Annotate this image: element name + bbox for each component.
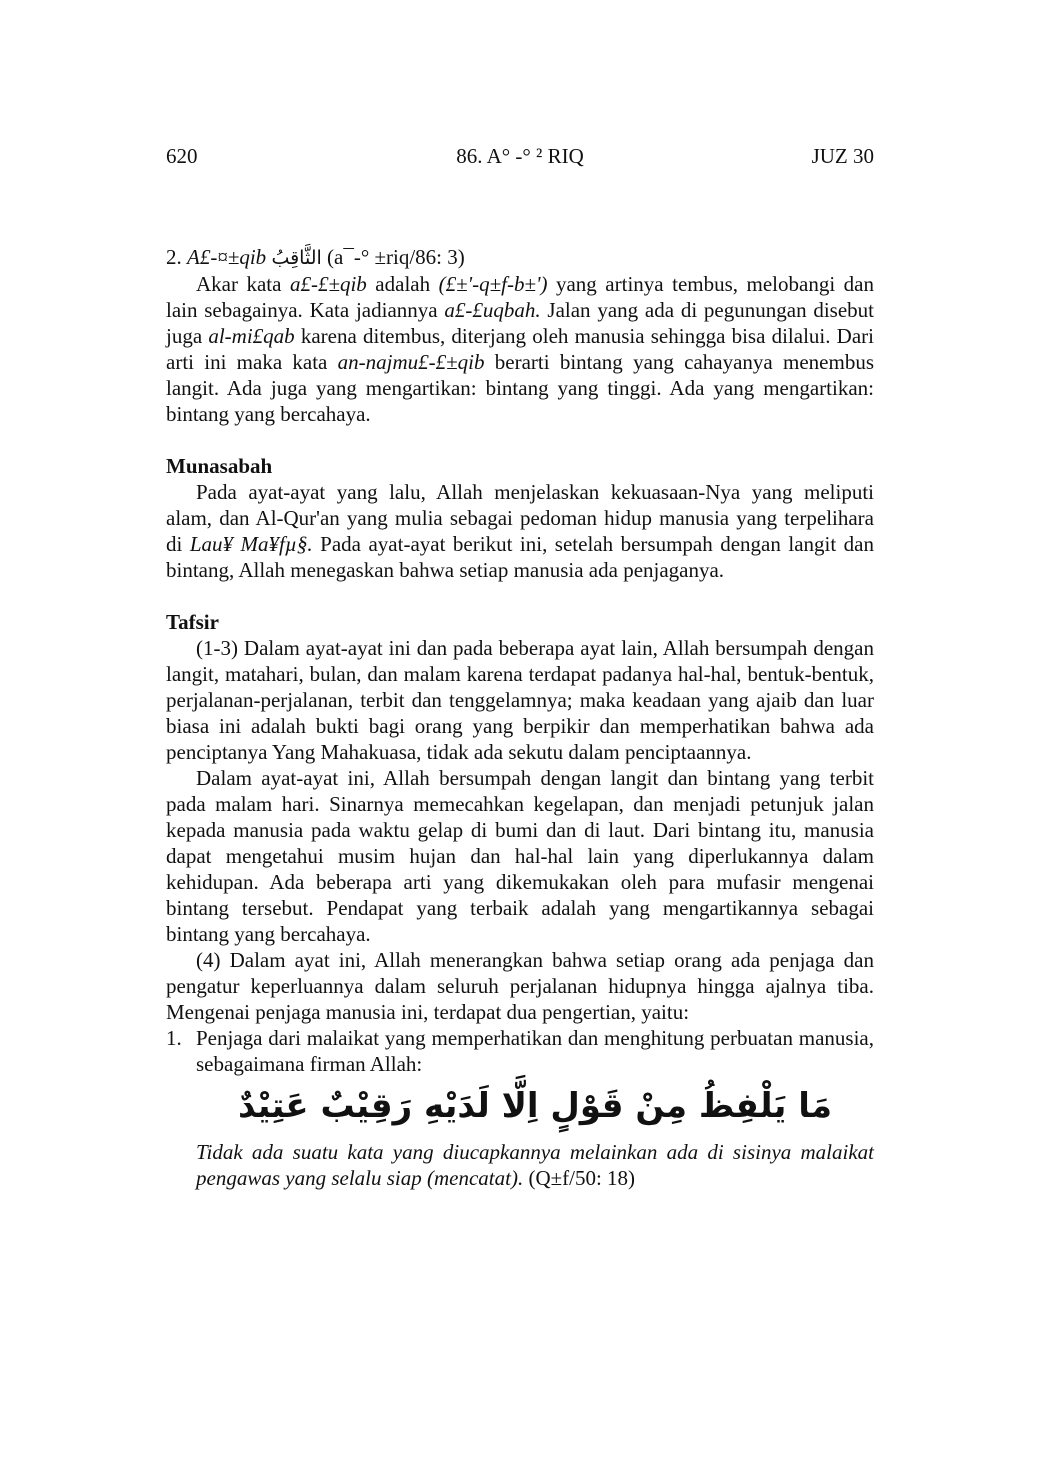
entry-reference: (a¯-° ±riq/86: 3) [327, 245, 465, 269]
tafsir-paragraph-2: Dalam ayat-ayat ini, Allah bersumpah dengan langit dan bintang yang terbit pada malam hari. Sinarnya memecahkan kegelapan, dan menjadi petunjuk jalan kepada manusia pada waktu gelap di bumi dan di laut. Dari bintang itu, manusia dapat mengetahui musim hujan dan hal-hal lain yang diperlukannya dalam kehidupan. Ada beberapa arti yang dikemukakan oleh para mufasir mengenai bintang tersebut. Pendapat yang terbaik adalah yang mengartikannya sebagai bintang yang bercahaya. [166, 766, 874, 946]
text-run: adalah [366, 272, 439, 296]
text-run: Pada ayat-ayat yang lalu, Allah menjelaskan kekuasaan-Nya yang meliputi alam, dan Al-Qur'an yang mulia sebagai pedoman hidup manusia yang terpelihara di [166, 480, 874, 556]
munasabah-paragraph [166, 479, 874, 583]
italic-term: al-mi£qab [208, 324, 295, 348]
italic-term: a£-£uqbah. [444, 298, 541, 322]
italic-term: (£±'-q±f-b±') [438, 272, 548, 296]
section-heading-tafsir: Tafsir [166, 610, 219, 634]
text-run: berarti bintang yang cahayanya menembus langit. Ada juga yang mengartikan: bintang yang tinggi. Ada yang mengartikan: bintang yang bercahaya. [166, 350, 874, 426]
page-body [166, 244, 874, 1191]
entry-term: A£-¤±qib [187, 245, 267, 269]
tafsir-paragraph-3: (4) Dalam ayat ini, Allah menerangkan bahwa setiap orang ada penjaga dan pengatur keperluannya dalam seluruh perjalanan hidupnya hingga ajalnya tiba. Mengenai penjaga manusia ini, terdapat dua pengertian, yaitu: [166, 948, 874, 1024]
verse-reference: (Q±f/50: 18) [523, 1166, 636, 1190]
text-run: Pada ayat-ayat berikut ini, setelah bersumpah dengan langit dan bintang, Allah menegaskan bahwa setiap manusia ada penjaganya. [166, 532, 874, 582]
juz-label: JUZ 30 [811, 144, 874, 168]
text-run: Jalan yang ada di pegunungan disebut juga [166, 298, 875, 348]
page-number: 620 [166, 144, 198, 168]
list-item [166, 1025, 874, 1077]
list-item-number: 1. [166, 1026, 182, 1050]
numbered-list [166, 1025, 874, 1077]
entry-arabic: الثَّاقِبُ [271, 247, 322, 269]
vocabulary-paragraph [166, 271, 874, 427]
italic-term: an-najmu£-£±qib [337, 350, 485, 374]
entry-number: 2. [166, 245, 182, 269]
text-run: karena ditembus, diterjang oleh manusia sehingga bisa dilalui. Dari arti ini maka kata [166, 324, 874, 374]
translation-text: Tidak ada suatu kata yang diucapkannya melainkan ada di sisinya malaikat pengawas yang selalu siap (mencatat). [196, 1140, 874, 1190]
vocabulary-entry-heading [166, 244, 874, 271]
sura-title: 86. A° -° ² RIQ [456, 144, 584, 168]
italic-term: Lau¥ Ma¥fµ§. [189, 532, 313, 556]
text-run: Akar kata [196, 272, 290, 296]
italic-term: a£-£±qib [289, 272, 367, 296]
tafsir-paragraph-1: (1-3) Dalam ayat-ayat ini dan pada beberapa ayat lain, Allah bersumpah dengan langit, matahari, bulan, dan malam karena terdapat padanya hal-hal, bentuk-bentuk, perjalanan-perjalanan, terbit dan tenggelamnya; maka keadaan yang ajaib dan luar biasa ini adalah bukti bagi orang yang berpikir dan memperhatikan bahwa ada penciptanya Yang Mahakuasa, tidak ada sekutu dalam penciptaannya. [166, 636, 874, 764]
text-run: yang artinya tembus, melobangi dan lain sebagainya. Kata jadiannya [166, 272, 874, 322]
verse-translation [196, 1139, 874, 1191]
page-header [166, 144, 874, 174]
section-heading-munasabah: Munasabah [166, 454, 273, 478]
quran-verse-arabic: مَا يَلْفِظُ مِنْ قَوْلٍ اِلَّا لَدَيْهِ رَقِيْبٌ عَتِيْدٌ [237, 1086, 833, 1126]
list-item-text: Penjaga dari malaikat yang memperhatikan dan menghitung perbuatan manusia, sebagaimana firman Allah: [196, 1026, 874, 1076]
